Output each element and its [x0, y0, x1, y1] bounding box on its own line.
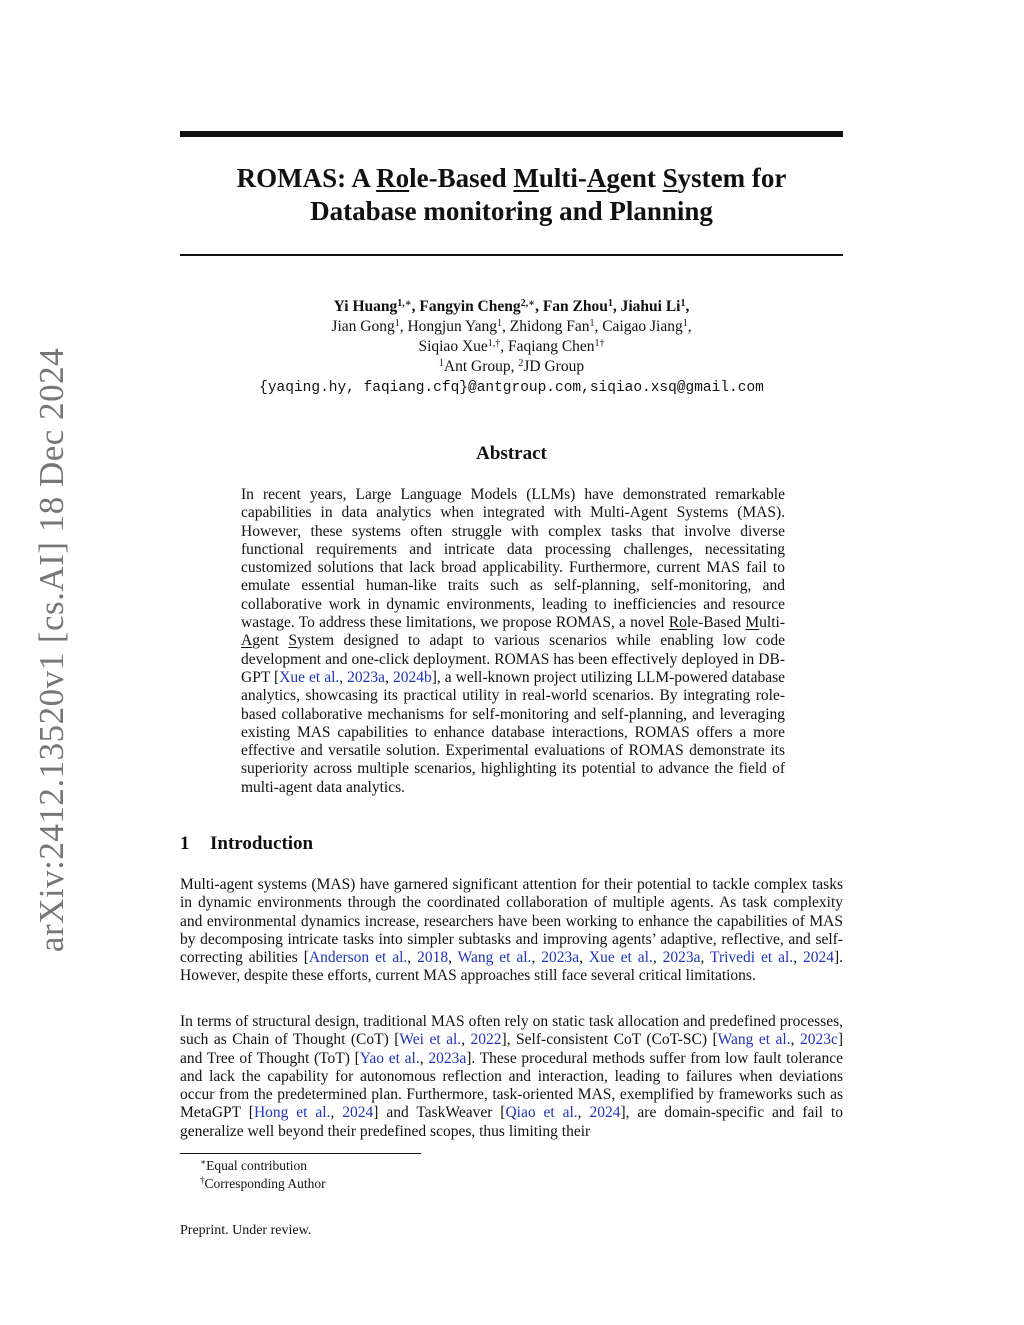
author-name: Hongjun Yang	[407, 318, 498, 335]
affiliation-mark: 2	[518, 358, 524, 369]
author-affiliation-mark: 2,∗	[520, 298, 536, 309]
body-text: In recent years, Large Language Models (LLMs) have demonstrated remarkable capabilities in data analytics when integrated with Multi-Agent Systems (MAS). However, these systems often struggle with complex tasks that involve diverse functional requirements and intricate data processing challenges, necessitating customized solutions that lack broad applicability. Furthermore, current MAS fail to emulate essential human-like traits such as self-planning, self-monitoring, and collaborative work in dynamic environments, leading to inefficiencies and resource wastage. To address these limitations, we propose ROMAS, a novel	[241, 486, 785, 632]
body-text: ] and TaskWeaver [	[373, 1104, 506, 1122]
footnote-text: Equal contribution	[206, 1158, 307, 1173]
citation-link[interactable]: Xue et al.	[279, 668, 340, 686]
citation-link[interactable]: Yao et al.	[359, 1049, 420, 1067]
body-text: ulti-	[759, 614, 785, 632]
title-acronym-letter: A	[586, 163, 607, 193]
title-acronym-letter: S	[662, 163, 678, 193]
email-group: {yaqing.hy, faqiang.cfq}@antgroup.com,	[259, 380, 590, 396]
citation-link[interactable]: 2023a	[541, 949, 580, 967]
title-text: ROMAS: A	[236, 163, 377, 193]
title-top-rule	[180, 131, 843, 137]
citation-link[interactable]: 2023a	[662, 949, 701, 967]
author-name: Zhidong Fan	[509, 318, 590, 335]
title-text: gent	[606, 163, 663, 193]
paper-title	[180, 162, 843, 228]
author-name: Jiahui Li	[620, 298, 681, 315]
intro-paragraph-1	[180, 876, 843, 986]
author-name: Siqiao Xue	[418, 338, 488, 355]
citation-link[interactable]: Wang et al.	[717, 1031, 791, 1049]
body-text: ,	[385, 668, 393, 686]
author-affiliation-mark: 1,∗	[397, 298, 412, 309]
section-heading	[180, 833, 313, 855]
citation-link[interactable]: Trivedi et al.	[710, 949, 794, 967]
body-text: ], Self-consistent CoT (CoT-SC) [	[501, 1031, 718, 1049]
affiliations: $^1$Ant Group, $^2$JD Group	[438, 358, 585, 375]
citation-link[interactable]: Qiao et al.	[505, 1104, 578, 1122]
citation-link[interactable]: Xue et al.	[588, 949, 653, 967]
citation-link[interactable]: 2022	[470, 1031, 502, 1049]
author-name: Fangyin Cheng	[419, 298, 521, 315]
body-text: ,	[531, 949, 542, 967]
arxiv-stamp: arXiv:2412.13520v1 [cs.AI] 18 Dec 2024	[32, 347, 71, 953]
footnote-rule	[180, 1153, 421, 1154]
author-name: Fan Zhou	[542, 298, 608, 315]
body-text: ] and Tree of Thought (ToT) [	[180, 1031, 844, 1067]
body-text: ,	[330, 1104, 343, 1122]
abstract-heading: Abstract	[476, 443, 547, 464]
acronym-letter: S	[288, 632, 297, 650]
author-line-1: Yi Huang$^{1,∗}$, Fangyin Cheng$^{2,∗}$, Fan Zhou$^1$, Jiahui Li$^1$,	[333, 298, 690, 315]
author-line-3: Siqiao Xue$^{1,\dagger}$, Faqiang Chen$^{1\dagger}$	[418, 338, 605, 355]
footnote-mark: †	[200, 1175, 205, 1185]
section-number: 1	[180, 833, 190, 854]
body-text: ], a well-known project utilizing LLM-powered database analytics, showcasing its practical utility in real-world scenarios. By integrating role-based collaborative mechanisms for self-monitoring and self-planning, and leveraging existing MAS capabilities to enhance database interactions, ROMAS offers a more effective and versatile solution. Experimental evaluations of ROMAS demonstrate its superiority across multiple scenarios, highlighting its potential to advance the field of multi-agent data analytics.	[241, 668, 786, 796]
body-text: gent	[252, 632, 289, 650]
body-text: ystem designed to adapt to various scenarios while enabling low code development and one-click deployment. ROMAS has been effectively deployed in DB-GPT [	[241, 632, 786, 686]
title-line-2: Database monitoring and Planning	[310, 196, 713, 226]
abstract-body	[241, 486, 785, 797]
citation-link[interactable]: 2023a	[428, 1049, 467, 1067]
body-text: ,	[579, 949, 589, 967]
preprint-note: Preprint. Under review.	[180, 1223, 312, 1238]
body-text: ]. However, despite these efforts, current MAS approaches still face several critical limitations.	[180, 949, 844, 985]
body-text: ,	[339, 668, 348, 686]
author-affiliation-mark: 1	[682, 318, 688, 329]
acronym-letter: A	[241, 632, 253, 650]
title-acronym-letter: Ro	[376, 163, 410, 193]
title-text: ulti-	[538, 163, 587, 193]
body-text: ], are domain-specific and fail to generalize well beyond their predefined scopes, thus limiting their	[180, 1104, 843, 1140]
author-affiliation-mark: 1	[589, 318, 595, 329]
citation-link[interactable]: 2024	[803, 949, 834, 967]
title-bottom-rule	[180, 254, 843, 256]
author-name: Yi Huang	[333, 298, 398, 315]
author-line-2: Jian Gong$^1$, Hongjun Yang$^1$, Zhidong Fan$^1$, Caigao Jiang$^1$,	[331, 318, 692, 335]
author-affiliation-mark: 1	[607, 298, 613, 309]
citation-link[interactable]: Wang et al.	[457, 949, 532, 967]
affiliation-name: JD Group	[523, 358, 585, 375]
footnote-2	[200, 1175, 326, 1192]
body-text: ,	[577, 1104, 590, 1122]
email-single: siqiao.xsq@gmail.com	[589, 380, 764, 396]
footnote-mark: ∗	[200, 1157, 207, 1167]
intro-paragraph-2	[180, 1013, 843, 1141]
acronym-letter: Ro	[668, 614, 687, 632]
citation-link[interactable]: 2024b	[392, 668, 432, 686]
body-text: le-Based	[686, 614, 746, 632]
acronym-letter: M	[745, 614, 760, 632]
citation-link[interactable]: 2024	[589, 1104, 621, 1122]
author-name: Jian Gong	[331, 318, 395, 335]
affiliation-mark: 1	[438, 358, 444, 369]
body-text: In terms of structural design, traditional MAS often rely on static task allocation and predefined processes, such as Chain of Thought (CoT) [	[180, 1013, 843, 1049]
citation-link[interactable]: Anderson et al.	[308, 949, 408, 967]
footnote-text: Corresponding Author	[204, 1176, 326, 1191]
body-text: ,	[793, 949, 803, 967]
body-text: ,	[790, 1031, 800, 1049]
citation-link[interactable]: 2023a	[347, 668, 386, 686]
emails	[180, 377, 843, 398]
title-text: ystem for	[677, 163, 787, 193]
author-block	[180, 297, 843, 398]
title-text: le-Based	[409, 163, 514, 193]
author-name: Faqiang Chen	[508, 338, 595, 355]
citation-link[interactable]: Wei et al.	[399, 1031, 462, 1049]
author-affiliation-mark: 1†	[594, 338, 605, 349]
author-affiliation-mark: 1	[680, 298, 686, 309]
section-title: Introduction	[210, 833, 314, 854]
citation-link[interactable]: 2024	[342, 1104, 374, 1122]
author-name: Caigao Jiang	[602, 318, 683, 335]
author-affiliation-mark: 1,†	[487, 338, 501, 349]
body-text: ,	[448, 949, 458, 967]
body-text: ,	[407, 949, 418, 967]
body-text: ,	[700, 949, 711, 967]
citation-link[interactable]: Hong et al.	[253, 1104, 331, 1122]
citation-link[interactable]: 2018	[417, 949, 449, 967]
body-text: ]. These procedural methods suffer from low fault tolerance and lack the capability for autonomous reflection and interaction, leading to failures when deviations occur from the predetermined plan. Furthermore, task-oriented MAS, exemplified by frameworks such as MetaGPT [	[180, 1049, 843, 1122]
title-line-1	[180, 162, 843, 195]
footnote-1	[200, 1157, 307, 1174]
body-text: ,	[419, 1049, 429, 1067]
body-text: ,	[652, 949, 663, 967]
body-text: Multi-agent systems (MAS) have garnered significant attention for their potential to tackle complex tasks in dynamic environments through the coordinated collaboration of multiple agents. As task complexity and environmental dynamics increase, researchers have been working to enhance the capabilities of MAS by decomposing intricate tasks into simpler subtasks and improving agents’ adaptive, reflective, and self-correcting abilities [	[180, 876, 843, 967]
affiliation-name: Ant Group	[443, 358, 511, 375]
citation-link[interactable]: 2023c	[799, 1031, 838, 1049]
author-affiliation-mark: 1	[497, 318, 503, 329]
title-acronym-letter: M	[513, 163, 539, 193]
author-affiliation-mark: 1	[394, 318, 400, 329]
body-text: ,	[461, 1031, 471, 1049]
